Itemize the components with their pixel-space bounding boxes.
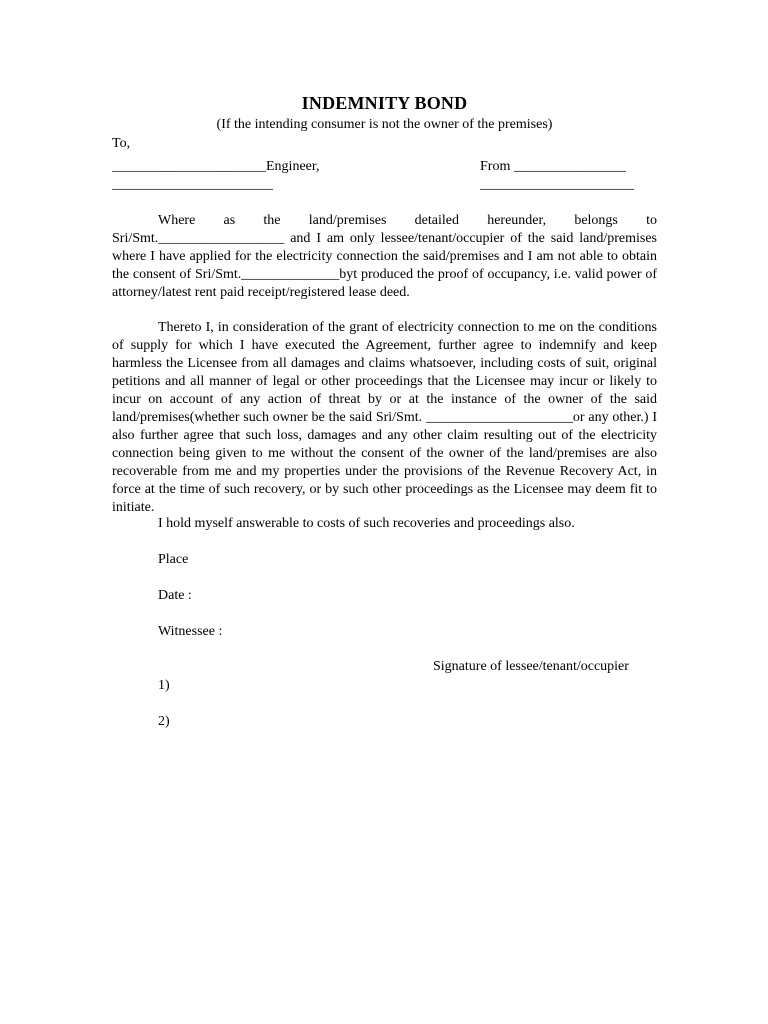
signature-label: Signature of lessee/tenant/occupier — [433, 659, 629, 674]
to-label: To, — [112, 136, 131, 151]
right-blank-line: ______________________ — [480, 177, 634, 192]
paragraph-1: Where as the land/premises detailed hereunder, belongs to Sri/Smt.__________________ and I am only lessee/tenant/occupier of the said land/premises where I have applied for the electricity connection the said/premises and I am not able to obtain the consent of Sri/Smt.______________byt produced the proof of occupancy, i.e. valid power of attorney/latest rent paid receipt/registered lease deed. — [112, 213, 657, 300]
left-blank-line: _______________________ — [112, 177, 273, 192]
paragraph-3: I hold myself answerable to costs of such recoveries and proceedings also. — [158, 516, 575, 531]
document-page — [112, 0, 657, 1024]
document-title: INDEMNITY BOND — [301, 93, 468, 113]
date-label: Date : — [158, 588, 192, 603]
witness-label: Witnessee : — [158, 624, 223, 639]
from-line: From ________________ — [480, 159, 626, 174]
witness-2: 2) — [158, 714, 170, 729]
engineer-line: ______________________Engineer, — [112, 159, 320, 174]
place-label: Place — [158, 552, 189, 567]
paragraph-2: Thereto I, in consideration of the grant of electricity connection to me on the conditions of supply for which I have executed the Agreement, further agree to indemnify and keep harmless the Licensee from all damages and claims whatsoever, including costs of suit, original petitions and all manner of legal or other proceedings that the Licensee may incur or likely to incur on account of any action of threat by or at the instance of the owner of the said land/premises(whether such owner be the said Sri/Smt. _____________________or any other.) I also further agree that such loss, damages and any other claim resulting out of the electricity connection being given to me without the consent of the owner of the land/premises are also recoverable from me and my properties under the provisions of the Revenue Recovery Act, in force at the time of such recovery, or by such other proceedings as the Licensee may deem fit to initiate. — [112, 320, 657, 515]
document-subtitle: (If the intending consumer is not the owner of the premises) — [216, 117, 553, 132]
witness-1: 1) — [158, 678, 170, 693]
